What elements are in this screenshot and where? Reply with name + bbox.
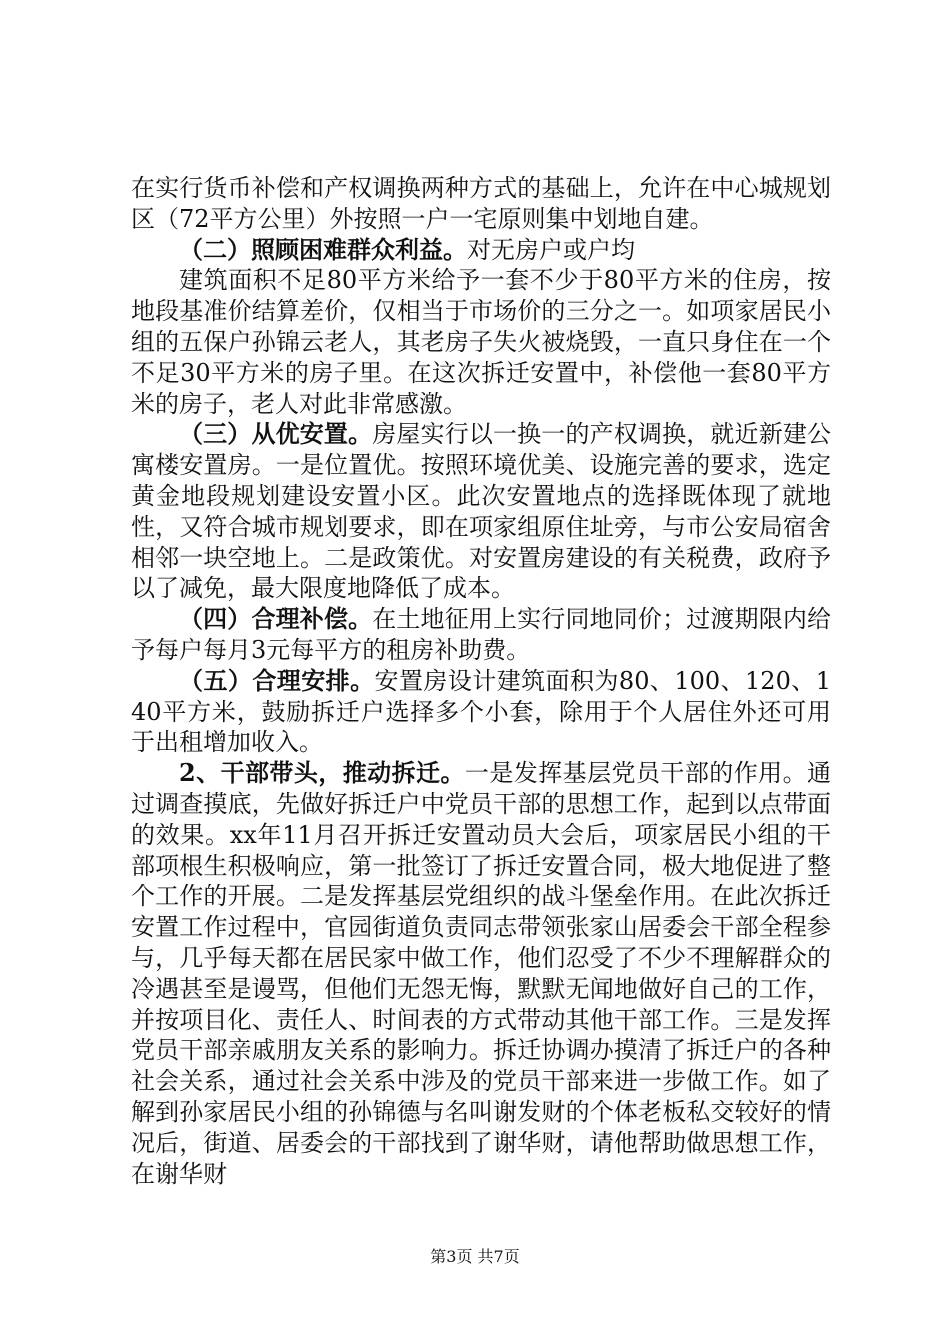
- section-heading: （五）合理安排。: [179, 665, 375, 695]
- paragraph-text: 建筑面积不足80平方米给予一套不少于80平方米的住房，按地段基准价结算差价，仅相当于市场价的三分之一。如项家居民小组的五保户孙锦云老人，其老房子失火被烧毁，一直只身住在一个不足30平方米的房子里。在这次拆迁安置中，补偿他一套80平方米的房子，老人对此非常感激。: [131, 266, 831, 418]
- paragraph-section-2-body: [131, 265, 831, 419]
- section-heading: 2、干部带头，推动拆迁。: [179, 758, 465, 788]
- paragraph-section-2: [131, 235, 831, 266]
- page-footer: 第3页 共7页: [430, 1247, 520, 1266]
- section-heading: （四）合理补偿。: [179, 604, 373, 634]
- paragraph-section-4: [131, 604, 831, 666]
- paragraph-intro: [131, 173, 831, 235]
- paragraph-text: 房屋实行以一换一的产权调换，就近新建公寓楼安置房。一是位置优。按照环境优美、设施完善的要求，选定黄金地段规划建设安置小区。此次安置地点的选择既体现了就地性，又符合城市规划要求，即在项家组原住址旁，与市公安局宿舍相邻一块空地上。二是政策优。对安置房建设的有关税费，政府予以了减免，最大限度地降低了成本。: [131, 420, 832, 603]
- section-heading: （三）从优安置。: [179, 419, 373, 449]
- paragraph-cadre-lead: [131, 758, 831, 1189]
- section-heading: （二）照顾困难群众利益。: [179, 234, 467, 264]
- paragraph-text: 对无房户或户均: [467, 235, 635, 264]
- paragraph-text: 在实行货币补偿和产权调换两种方式的基础上，允许在中心城规划区（72平方公里）外按照一户一宅原则集中划地自建。: [131, 174, 831, 233]
- paragraph-section-5: [131, 666, 831, 758]
- paragraph-text: 安置房设计建筑面积为80、100、120、140平方米，鼓励拆迁户选择多个小套，除用于个人居住外还可用于出租增加收入。: [131, 666, 831, 757]
- paragraph-text: 一是发挥基层党员干部的作用。通过调查摸底，先做好拆迁户中党员干部的思想工作，起到以点带面的效果。xx年11月召开拆迁安置动员大会后，项家居民小组的干部项根生积极响应，第一批签订了拆迁安置合同，极大地促进了整个工作的开展。二是发挥基层党组织的战斗堡垒作用。在此次拆迁安置工作过程中，官园街道负责同志带领张家山居委会干部全程参与，几乎每天都在居民家中做工作，他们忍受了不少不理解群众的冷遇甚至是谩骂，但他们无怨无悔，默默无闻地做好自己的工作，并按项目化、责任人、时间表的方式带动其他干部工作。三是发挥党员干部亲戚朋友关系的影响力。拆迁协调办摸清了拆迁户的各种社会关系，通过社会关系中涉及的党员干部来进一步做工作。如了解到孙家居民小组的孙锦德与名叫谢发财的个体老板私交较好的情况后，街道、居委会的干部找到了谢华财，请他帮助做思想工作，在谢华财: [131, 759, 832, 1188]
- paragraph-section-3: [131, 419, 831, 604]
- paragraph-text: 在土地征用上实行同地同价；过渡期限内给予每户每月3元每平方的租房补助费。: [131, 605, 832, 664]
- document-body: [131, 173, 831, 1189]
